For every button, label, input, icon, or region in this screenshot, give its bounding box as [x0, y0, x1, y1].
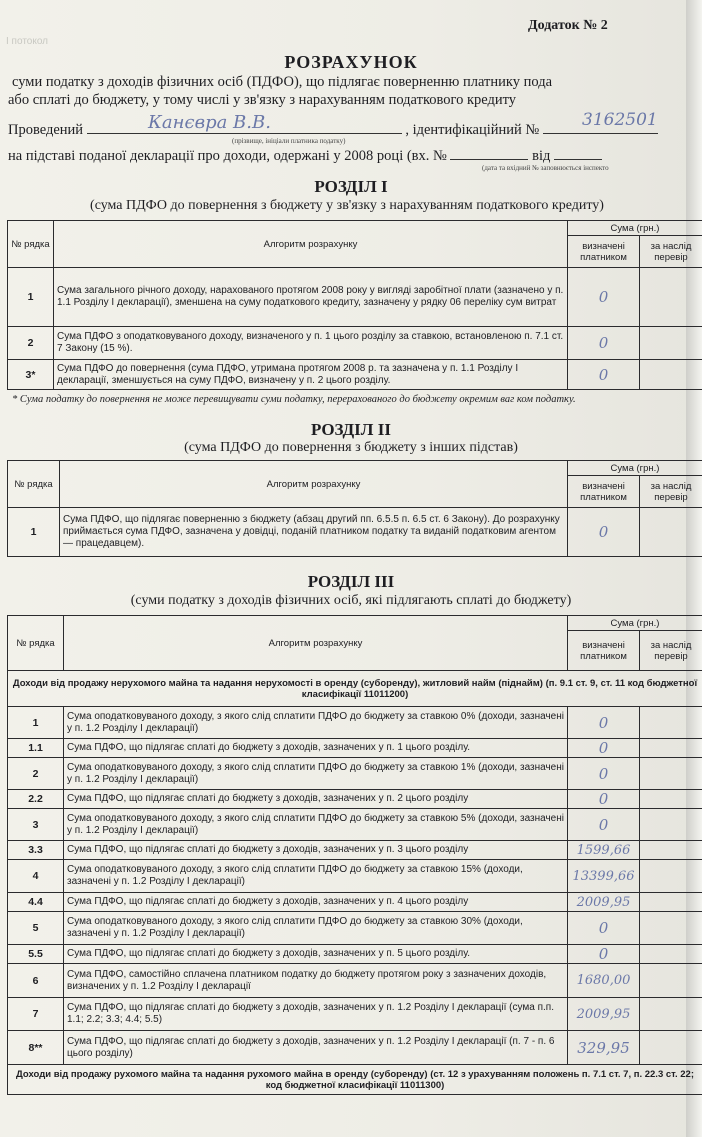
row-number: 4.4 [8, 893, 64, 912]
row-number: 1.1 [8, 739, 64, 758]
row-number: 3.3 [8, 841, 64, 860]
row-text: Сума ПДФО, самостійно сплачена платником податку до бюджету протягом року з зазначених доходів, визначених у п. 1.2 Розділу І декларації [64, 964, 568, 998]
section-2-title: РОЗДІЛ ІІ [311, 420, 391, 439]
declaration-text: на підставі поданої декларації про доходи, одержані у 2008 році (вх. № [8, 148, 447, 164]
payer-value-cell[interactable] [568, 758, 640, 790]
payer-value: 2009,95 [576, 1006, 631, 1022]
section-1-footnote: * Сума податку до повернення не може перевищувати суми податку, перерахованого до бюджету окремим ваг ком податку. [12, 394, 576, 405]
row-text: Сума оподатковуваного доходу, з якого слід сплатити ПДФО до бюджету за ставкою 30% (доходи, зазначені у п. 1.2 Розділу І декларації) [64, 912, 568, 945]
payer-value-cell[interactable] [568, 841, 640, 860]
row-text: Сума ПДФО з оподатковуваного доходу, визначеного у п. 1 цього розділу за ставкою, встановленою п. 7.1 ст. 7 Закону (15 %). [54, 327, 568, 360]
incoming-number-blank[interactable] [450, 146, 528, 160]
declaration-line [8, 146, 602, 165]
table-row [8, 809, 702, 841]
col-algo-header: Алгоритм розрахунку [64, 616, 568, 671]
check-value-cell[interactable] [640, 268, 702, 327]
payer-value: 0 [598, 919, 609, 937]
col-payer-header: визначені платником [568, 236, 640, 268]
row-text: Сума оподатковуваного доходу, з якого слід сплатити ПДФО до бюджету за ставкою 5% (доходи, зазначені у п. 1.2 Розділу І декларації) [64, 809, 568, 841]
payer-value-cell[interactable] [568, 360, 640, 390]
table-row [8, 268, 702, 327]
payer-value: 0 [598, 365, 609, 384]
table-row [8, 508, 702, 557]
section-3-subtitle: (суми податку з доходів фізичних осіб, які підлягають сплаті до бюджету) [130, 593, 572, 608]
table-row [8, 912, 702, 945]
col-sum-header: Сума (грн.) [568, 461, 702, 476]
table-row [8, 964, 702, 998]
id-label: , ідентифікаційний № [405, 122, 540, 138]
col-algo-header: Алгоритм розрахунку [60, 461, 568, 508]
check-value-cell[interactable] [640, 998, 702, 1031]
payer-value-cell[interactable] [568, 327, 640, 360]
col-payer-header: визначені платником [568, 476, 640, 508]
row-number: 5 [8, 912, 64, 945]
payer-value: 0 [598, 739, 609, 757]
section-1-title: РОЗДІЛ І [314, 177, 388, 196]
payer-caption: (прізвище, ініціали платника податку) [232, 137, 346, 145]
annex-number: Додаток № 2 [528, 18, 608, 33]
check-value-cell[interactable] [640, 964, 702, 998]
payer-value-cell[interactable] [568, 508, 640, 557]
payer-value-cell[interactable] [568, 912, 640, 945]
payer-value: 0 [598, 790, 609, 808]
check-value-cell[interactable] [640, 360, 702, 390]
payer-value-cell[interactable] [568, 809, 640, 841]
check-value-cell[interactable] [640, 841, 702, 860]
section-3-title: РОЗДІЛ ІІІ [307, 572, 395, 591]
section-1-subtitle: (сума ПДФО до повернення з бюджету у зв'язку з нарахуванням податкового кредиту) [90, 198, 604, 213]
col-check-header: за наслід перевір [640, 631, 702, 671]
row-number: 1 [8, 707, 64, 739]
payer-value: 0 [598, 764, 609, 783]
from-label: від [532, 148, 551, 164]
row-text: Сума оподатковуваного доходу, з якого слід сплатити ПДФО до бюджету за ставкою 15% (доходи, зазначені у п. 1.2 Розділу І декларації) [64, 860, 568, 893]
table-row [8, 893, 702, 912]
table-row [8, 758, 702, 790]
row-number: 8** [8, 1031, 64, 1065]
payer-value-cell[interactable] [568, 1031, 640, 1065]
payer-value-cell[interactable] [568, 707, 640, 739]
row-number: 2.2 [8, 790, 64, 809]
row-number: 3 [8, 809, 64, 841]
col-no-header: № рядка [8, 461, 60, 508]
payer-value: 1599,66 [576, 842, 631, 858]
payer-value: 1680,00 [576, 973, 631, 988]
row-text: Сума оподатковуваного доходу, з якого слід сплатити ПДФО до бюджету за ставкою 0% (доходи, зазначені у п. 1.2 Розділу І декларації) [64, 707, 568, 739]
check-value-cell[interactable] [640, 739, 702, 758]
table-row [8, 739, 702, 758]
payer-value-cell[interactable] [568, 998, 640, 1031]
row-text: Сума ПДФО, що підлягає сплаті до бюджету з доходів, зазначених у п. 1.2 Розділу І декларації (сума п.п. 1.1; 2.2; 3.3; 4.4; 5.5) [64, 998, 568, 1031]
row-text: Сума ПДФО, що підлягає сплаті до бюджету з доходів, зазначених у п. 5 цього розділу. [64, 945, 568, 964]
date-blank[interactable] [554, 146, 602, 160]
inspector-caption: (дата та вхідний № заповнюється інспекто [482, 164, 609, 172]
check-value-cell[interactable] [640, 1031, 702, 1065]
payer-value-cell[interactable] [568, 739, 640, 758]
payer-value: 0 [598, 288, 609, 306]
check-value-cell[interactable] [640, 790, 702, 809]
col-no-header: № рядка [8, 616, 64, 671]
col-no-header: № рядка [8, 221, 54, 268]
col-algo-header: Алгоритм розрахунку [54, 221, 568, 268]
row-number: 2 [8, 758, 64, 790]
table-row [8, 790, 702, 809]
row-number: 1 [8, 508, 60, 557]
check-value-cell[interactable] [640, 327, 702, 360]
section-1-table [7, 220, 702, 390]
table-row [8, 841, 702, 860]
payer-value: 0 [598, 945, 609, 963]
row-number: 4 [8, 860, 64, 893]
group-header-real-estate: Доходи від продажу нерухомого майна та надання нерухомості в оренду (суборенду), житловий найм (піднайм) (п. 9.1 ст. 9, ст. 11 код бюджетної класифікації 11011200) [8, 671, 702, 707]
row-text: Сума ПДФО, що підлягає поверненню з бюджету (абзац другий пп. 6.5.5 п. 6.5 ст. 6 Закону). До розрахунку приймається сума ПДФО, зазначена у довідці, поданій платником податку та виданій податковим агентом — працедавцем). [60, 508, 568, 557]
row-text: Сума оподатковуваного доходу, з якого слід сплатити ПДФО до бюджету за ставкою 1% (доходи, зазначені у п. 1.2 Розділу І декларації) [64, 758, 568, 790]
group-header-movable-property: Доходи від продажу рухомого майна та надання рухомого майна в оренду (суборенду) (ст. 12 з урахуванням положень п. 7.1 ст. 7, п. 22.3 ст. 22; код бюджетної класифікації 11011300) [8, 1065, 702, 1095]
id-handwritten: 3162501 [582, 110, 658, 130]
payer-value-cell[interactable] [568, 893, 640, 912]
payer-value: 13399,66 [572, 868, 635, 884]
col-sum-header: Сума (грн.) [568, 221, 702, 236]
check-value-cell[interactable] [640, 758, 702, 790]
bleed-through-text: І потокол [6, 36, 49, 47]
payer-value-cell[interactable] [568, 945, 640, 964]
payer-value-cell[interactable] [568, 790, 640, 809]
check-value-cell[interactable] [640, 809, 702, 841]
row-text: Сума ПДФО до повернення (сума ПДФО, утримана протягом 2008 р. та зазначена у п. 1.1 Розділу І декларації, зменшується на суму ПДФО, визначену у п. 2 цього розділу. [54, 360, 568, 390]
row-number: 3* [8, 360, 54, 390]
payer-handwritten: Канєвра В.В. [148, 112, 271, 133]
col-check-header: за наслід перевір [640, 236, 702, 268]
row-text: Сума ПДФО, що підлягає сплаті до бюджету з доходів, зазначених у п. 2 цього розділу [64, 790, 568, 809]
table-row [8, 998, 702, 1031]
row-number: 2 [8, 327, 54, 360]
document-title: РОЗРАХУНОК [284, 52, 418, 72]
table-row [8, 360, 702, 390]
section-3-table [7, 615, 702, 1095]
check-value-cell[interactable] [640, 945, 702, 964]
row-text: Сума ПДФО, що підлягає сплаті до бюджету з доходів, зазначених у п. 4 цього розділу [64, 893, 568, 912]
payer-value: 329,95 [577, 1038, 630, 1057]
row-text: Сума ПДФО, що підлягає сплаті до бюджету з доходів, зазначених у п. 1.2 Розділу І декларації (п. 7 - п. 6 цього розділу) [64, 1031, 568, 1065]
col-payer-header: визначені платником [568, 631, 640, 671]
payer-value: 0 [598, 334, 609, 352]
row-text: Сума загального річного доходу, нарахованого протягом 2008 року у вигляді заробітної плати (зазначено у п. 1.1 Розділу І декларації), зменшена на суму податкового кредиту, зазначену у рядку 06 переліку сум витрат [54, 268, 568, 327]
row-text: Сума ПДФО, що підлягає сплаті до бюджету з доходів, зазначених у п. 3 цього розділу [64, 841, 568, 860]
payer-value-cell[interactable] [568, 860, 640, 893]
table-row [8, 707, 702, 739]
row-number: 1 [8, 268, 54, 327]
check-value-cell[interactable] [640, 508, 702, 557]
row-number: 5.5 [8, 945, 64, 964]
row-number: 6 [8, 964, 64, 998]
col-sum-header: Сума (грн.) [568, 616, 702, 631]
payer-value: 2009,95 [576, 894, 631, 910]
payer-value: 0 [598, 815, 609, 834]
check-value-cell[interactable] [640, 912, 702, 945]
made-label: Проведений [8, 122, 84, 138]
payer-value: 0 [598, 523, 609, 541]
row-number: 7 [8, 998, 64, 1031]
table-row [8, 860, 702, 893]
check-value-cell[interactable] [640, 707, 702, 739]
section-2-table [7, 460, 702, 557]
check-value-cell[interactable] [640, 893, 702, 912]
payer-value-cell[interactable] [568, 964, 640, 998]
section-2-subtitle: (сума ПДФО до повернення з бюджету з інших підстав) [184, 440, 518, 455]
header-line-1: суми податку з доходів фізичних осіб (ПДФО), що підлягає поверненню платнику пода [12, 74, 553, 90]
table-row [8, 945, 702, 964]
payer-value-cell[interactable] [568, 268, 640, 327]
table-row [8, 1031, 702, 1065]
col-check-header: за наслід перевір [640, 476, 702, 508]
header-line-2: або сплаті до бюджету, у тому числі у зв'язку з нарахуванням податкового кредиту [8, 92, 517, 108]
payer-value: 0 [598, 713, 609, 732]
row-text: Сума ПДФО, що підлягає сплаті до бюджету з доходів, зазначених у п. 1 цього розділу. [64, 739, 568, 758]
check-value-cell[interactable] [640, 860, 702, 893]
table-row [8, 327, 702, 360]
